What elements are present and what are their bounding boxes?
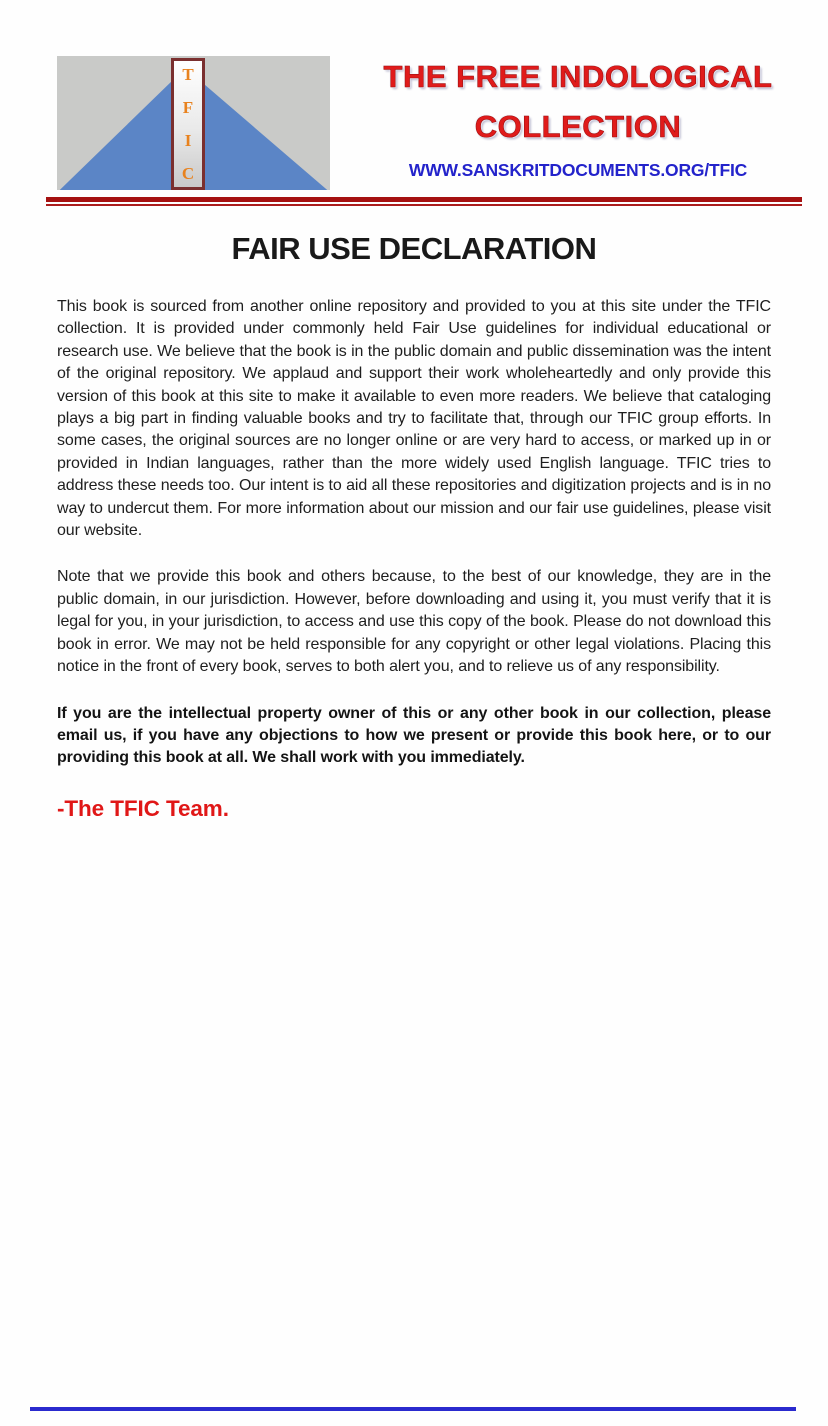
logo-letter: F [182,98,194,117]
fair-use-paragraph-1: This book is sourced from another online repository and provided to you at this site under the TFIC collection. It is provided under commonly held Fair Use guidelines for individual educational or research use. We believe that the book is in the public domain and public dissemination was the intent of the original repository. We applaud and support their work wholeheartedly and only provide this version of this book at this site to make it available to even more readers. We believe that cataloging plays a big part in finding valuable books and try to facilitate that, through our TFIC group efforts. In some cases, the original sources are no longer online or are very hard to access, or marked up in or provided in Indian languages, rather than the more widely used English language. TFIC tries to address these needs too. Our intent is to aid all these repositories and digitization projects and is in no way to undercut them. For more information about our mission and our fair use guidelines, please visit our website. [57,298,771,540]
header-rule-thick [46,197,802,202]
collection-title-line1: THE FREE INDOLOGICAL [383,59,773,94]
website-url: WWW.SANSKRITDOCUMENTS.ORG/TFIC [408,160,748,180]
logo-letter: I [184,131,192,150]
fair-use-paragraph-2: Note that we provide this book and others because, to the best of our knowledge, they are in the public domain, in our jurisdiction. However, before downloading and using it, you must verify that it is legal for you, in your jurisdiction, to access and use this copy of the book. Please do not download this book in error. We may not be held responsible for any copyright or other legal violations. Placing this notice in the front of every book, serves to both alert you, and to relieve us of any responsibility. [57,568,771,676]
body-text [57,296,771,820]
logo-pillar [171,58,205,190]
footer-rule [30,1407,796,1411]
header-rule [46,197,802,206]
fair-use-heading: FAIR USE DECLARATION [231,231,597,266]
header-title-block [348,52,808,181]
tfic-logo [57,56,330,190]
logo-letter: T [182,65,194,84]
fair-use-paragraph-3: If you are the intellectual property owner of this or any other book in our collection, please email us, if you have any objections to how we present or provide this book here, or to our providing this book at all. We shall work with you immediately. [57,704,771,767]
tfic-team-signature: -The TFIC Team. [57,795,229,821]
header-rule-thin [46,204,802,206]
logo-letter: C [181,164,195,183]
collection-title-line2: COLLECTION [474,109,682,144]
